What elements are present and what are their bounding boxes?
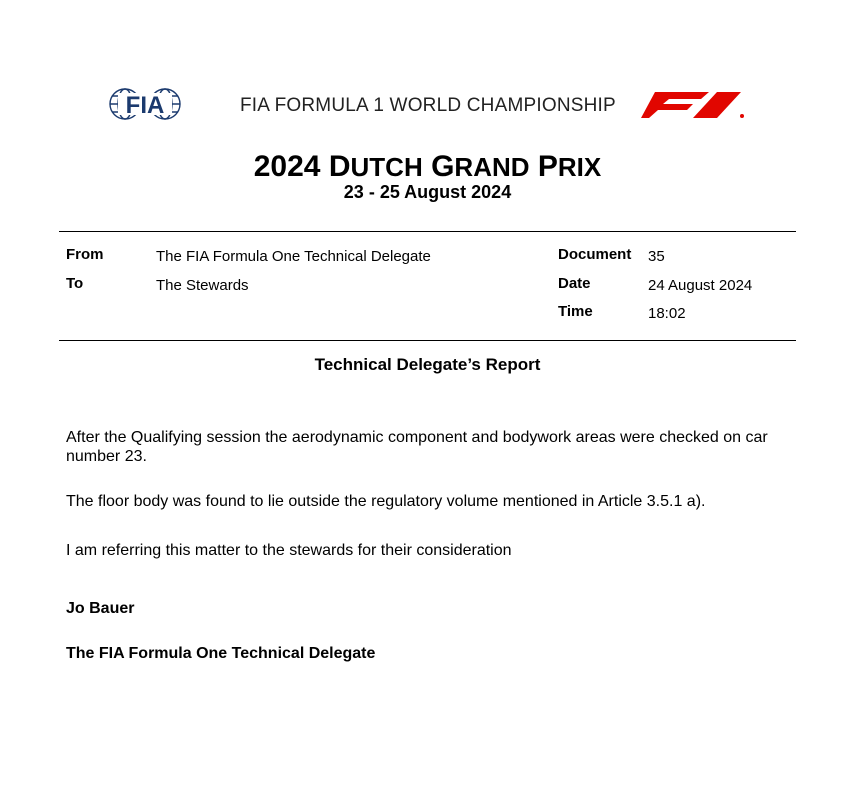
signatory-role: The FIA Formula One Technical Delegate	[66, 645, 376, 662]
fia-logo-text: FIA	[125, 92, 165, 119]
to-label: To	[66, 275, 84, 292]
event-title	[0, 150, 855, 184]
time-value: 18:02	[648, 305, 686, 322]
date-value: 24 August 2024	[648, 277, 753, 294]
championship-name: FIA FORMULA 1 WORLD CHAMPIONSHIP	[240, 95, 616, 116]
title-rand: RAND	[454, 152, 530, 182]
title-g: G	[431, 150, 455, 183]
top-divider	[59, 231, 796, 232]
title-d: D	[328, 150, 351, 183]
title-rix: RIX	[557, 152, 602, 182]
document-value: 35	[648, 248, 665, 265]
fia-logo	[109, 80, 181, 128]
signatory-name: Jo Bauer	[66, 600, 135, 617]
event-dates: 23 - 25 August 2024	[343, 182, 512, 202]
title-utch: UTCH	[350, 152, 423, 182]
bottom-divider	[59, 340, 796, 341]
report-title: Technical Delegate’s Report	[314, 355, 541, 374]
title-p: P	[537, 150, 558, 183]
time-label: Time	[558, 303, 593, 320]
to-value: The Stewards	[156, 277, 249, 294]
f1-logo	[641, 90, 745, 120]
report-paragraph-1: After the Qualifying session the aerodynamic component and bodywork areas were checked on car number 23.	[66, 429, 768, 465]
report-paragraph-3: I am referring this matter to the stewards for their consideration	[66, 542, 512, 559]
from-label: From	[66, 246, 104, 263]
from-value: The FIA Formula One Technical Delegate	[156, 248, 431, 265]
date-label: Date	[558, 275, 591, 292]
title-year: 2024	[253, 150, 321, 183]
document-label: Document	[558, 246, 632, 263]
report-paragraph-2: The floor body was found to lie outside the regulatory volume mentioned in Article 3.5.1 a).	[66, 493, 706, 510]
